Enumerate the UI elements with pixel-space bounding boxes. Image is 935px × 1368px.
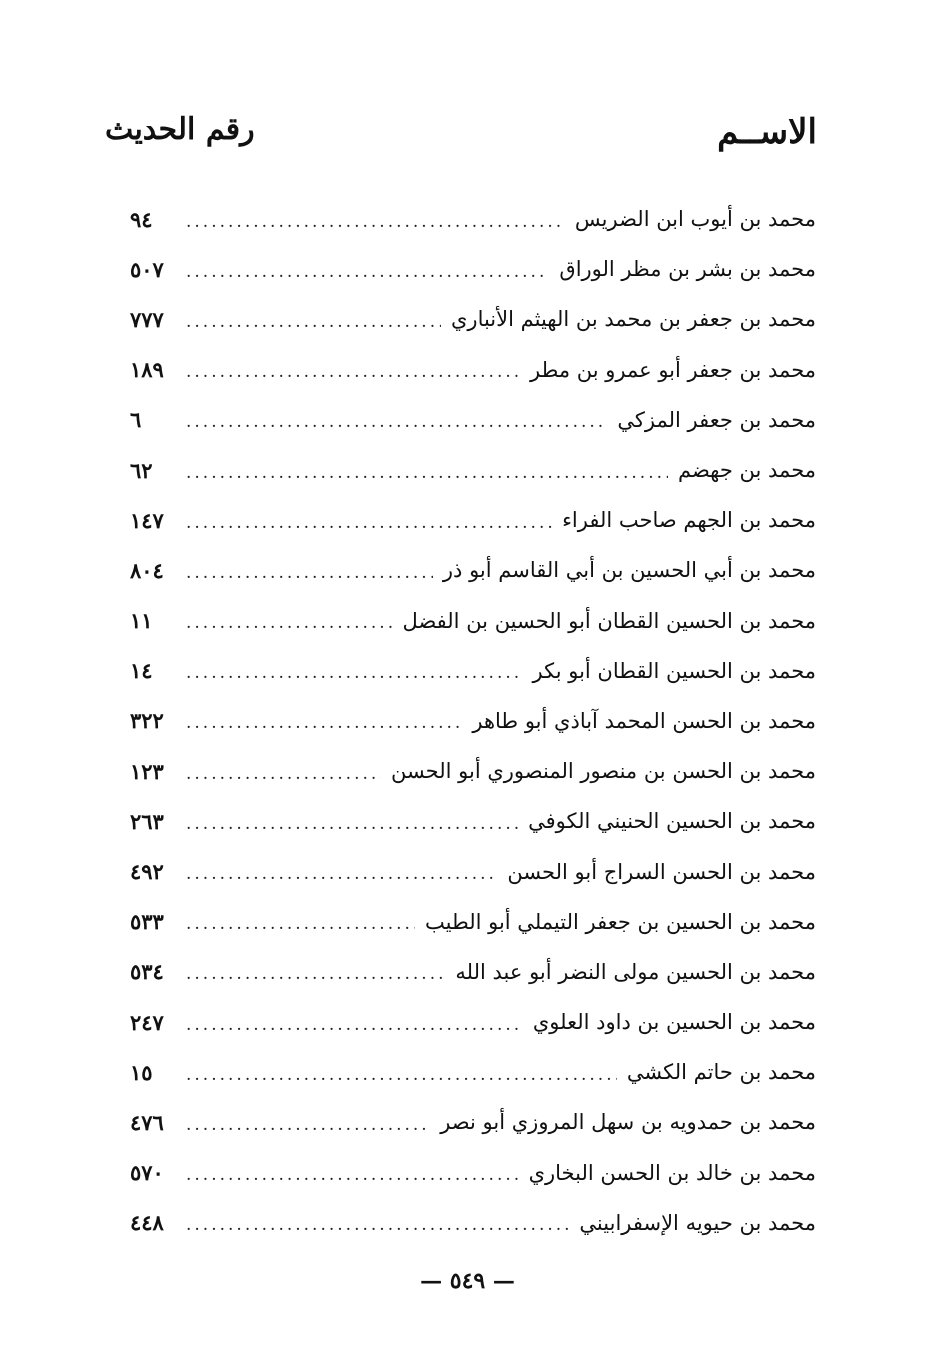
hadith-number: ١١ (130, 608, 153, 634)
dot-leader (186, 258, 549, 281)
index-entry-row (130, 897, 816, 947)
index-entry-row (130, 495, 816, 545)
dot-leader (186, 509, 552, 532)
index-entry-row (130, 1198, 816, 1248)
narrator-name: محمد بن الجهم صاحب الفراء (562, 508, 816, 533)
narrator-name: محمد بن جهضم (678, 458, 816, 483)
hadith-number: ٨٠٤ (130, 557, 164, 583)
hadith-number: ٧٧٧ (130, 306, 164, 332)
index-entry-row (130, 846, 816, 896)
hadith-number: ٥٠٧ (130, 256, 164, 282)
hadith-number: ٥٣٣ (130, 909, 164, 935)
narrator-name: محمد بن خالد بن الحسن البخاري (528, 1160, 816, 1185)
hadith-number: ٥٣٤ (130, 959, 164, 985)
hadith-number: ٢٤٧ (130, 1009, 164, 1035)
index-entry-row (130, 796, 816, 846)
dot-leader (186, 208, 565, 231)
hadith-number: ١٢٣ (130, 758, 164, 784)
dot-leader (186, 459, 668, 482)
narrator-name: محمد بن الحسين الحنيني الكوفي (528, 809, 816, 834)
dot-leader (186, 1211, 569, 1234)
narrator-name: محمد بن أبي الحسين بن أبي القاسم أبو ذر (442, 558, 816, 583)
narrator-name: محمد بن الحسين القطان أبو بكر (532, 658, 816, 683)
hadith-number: ٣٢٢ (130, 708, 164, 734)
hadith-number: ٩٤ (130, 206, 153, 232)
narrator-name: محمد بن جعفر بن محمد بن الهيثم الأنباري (450, 307, 816, 332)
index-entry-row (130, 947, 816, 997)
dot-leader (186, 408, 607, 431)
index-entry-row (130, 445, 816, 495)
dot-leader (186, 609, 393, 632)
index-entry-row (130, 1047, 816, 1097)
index-entry-row (130, 194, 816, 244)
index-entry-row (130, 1148, 816, 1198)
dot-leader (186, 860, 497, 883)
narrator-name: محمد بن الحسن المحمد آباذي أبو طاهر (472, 708, 816, 733)
dot-leader (186, 760, 381, 783)
narrator-name: محمد بن الحسين بن جعفر التيملي أبو الطيب (425, 909, 816, 934)
hadith-number-column-header: رقم الحديث (105, 112, 255, 147)
hadith-number: ٥٧٠ (130, 1160, 164, 1186)
index-entry-row (130, 696, 816, 746)
name-column-header: الاســم (717, 112, 817, 152)
hadith-number: ٦ (130, 407, 142, 433)
narrator-name: محمد بن أيوب ابن الضريس (574, 207, 816, 232)
index-entry-row (130, 746, 816, 796)
narrator-name: محمد بن جعفر المزكي (617, 407, 816, 432)
narrator-name: محمد بن جعفر أبو عمرو بن مطر (530, 357, 816, 382)
hadith-number: ١٥ (130, 1059, 153, 1085)
dot-leader (186, 709, 462, 732)
index-entries (130, 194, 816, 1248)
index-entry-row (130, 596, 816, 646)
index-entry-row (130, 395, 816, 445)
hadith-number: ١٤٧ (130, 507, 164, 533)
index-entry-row (130, 294, 816, 344)
hadith-number: ٦٢ (130, 457, 153, 483)
narrator-name: محمد بن بشر بن مظر الوراق (559, 257, 816, 282)
hadith-number: ١٤ (130, 658, 153, 684)
dot-leader (186, 308, 441, 331)
narrator-name: محمد بن حمدويه بن سهل المروزي أبو نصر (440, 1110, 816, 1135)
narrator-name: محمد بن الحسين مولى النضر أبو عبد الله (455, 959, 816, 984)
index-entry-row (130, 646, 816, 696)
dot-leader (186, 910, 415, 933)
dot-leader (186, 559, 433, 582)
dot-leader (186, 1111, 430, 1134)
narrator-name: محمد بن حيويه الإسفرابيني (579, 1210, 816, 1235)
dot-leader (186, 1161, 519, 1184)
narrator-name: محمد بن الحسن بن منصور المنصوري أبو الحسن (390, 759, 816, 784)
index-entry-row (130, 345, 816, 395)
hadith-number: ٢٦٣ (130, 808, 164, 834)
narrator-name: محمد بن الحسين بن داود العلوي (532, 1010, 816, 1035)
index-entry-row (130, 997, 816, 1047)
index-entry-row (130, 244, 816, 294)
hadith-number: ٤٤٨ (130, 1210, 164, 1236)
page-number: — ٥٤٩ — (420, 1268, 515, 1294)
hadith-number: ٤٧٦ (130, 1109, 164, 1135)
dot-leader (186, 1061, 617, 1084)
hadith-number: ١٨٩ (130, 357, 164, 383)
column-headers (105, 112, 817, 162)
dot-leader (186, 358, 520, 381)
narrator-name: محمد بن الحسين القطان أبو الحسين بن الفضل (402, 608, 816, 633)
dot-leader (186, 1011, 523, 1034)
dot-leader (186, 659, 523, 682)
narrator-name: محمد بن حاتم الكشي (626, 1060, 816, 1085)
narrator-name: محمد بن الحسن السراج أبو الحسن (507, 859, 816, 884)
hadith-number: ٤٩٢ (130, 859, 164, 885)
dot-leader (186, 810, 518, 833)
dot-leader (186, 960, 445, 983)
index-entry-row (130, 545, 816, 595)
index-entry-row (130, 1097, 816, 1147)
